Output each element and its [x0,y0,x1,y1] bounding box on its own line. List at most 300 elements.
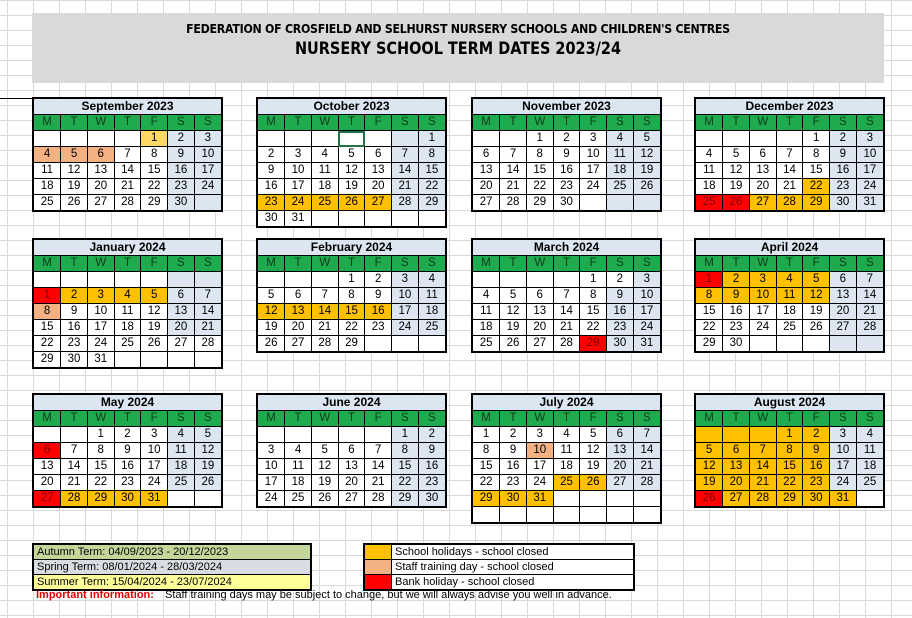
day-cell[interactable]: 28 [633,475,660,491]
day-cell[interactable]: 15 [338,304,365,320]
day-cell[interactable]: 17 [392,304,419,320]
day-cell[interactable]: 30 [723,336,750,352]
day-cell[interactable]: 20 [607,459,634,475]
day-cell[interactable]: 30 [607,336,634,352]
day-cell[interactable]: 17 [856,163,883,179]
empty-cell[interactable] [418,336,445,352]
empty-cell[interactable] [500,272,527,288]
day-cell[interactable]: 31 [87,352,114,368]
empty-cell[interactable] [141,272,168,288]
day-cell[interactable]: 21 [776,179,803,195]
empty-cell[interactable] [311,427,338,443]
day-cell[interactable]: 21 [365,475,392,491]
day-cell[interactable]: 12 [258,304,285,320]
empty-cell[interactable] [856,336,883,352]
day-cell[interactable]: 10 [258,459,285,475]
day-cell[interactable]: 17 [258,475,285,491]
term-spring[interactable]: Spring Term: 08/01/2024 - 28/03/2024 [34,560,310,575]
empty-cell[interactable] [803,336,830,352]
day-cell[interactable]: 18 [776,304,803,320]
day-cell[interactable]: 15 [803,163,830,179]
day-cell[interactable]: 29 [392,491,419,507]
day-cell[interactable]: 24 [580,179,607,195]
day-cell[interactable]: 10 [633,288,660,304]
empty-cell[interactable] [285,131,312,147]
day-cell[interactable]: 8 [526,147,553,163]
empty-cell[interactable] [365,211,392,227]
day-cell[interactable]: 4 [856,427,883,443]
day-cell[interactable]: 22 [803,179,830,195]
day-cell[interactable]: 22 [418,179,445,195]
day-cell[interactable]: 1 [803,131,830,147]
day-cell[interactable]: 25 [696,195,723,211]
day-cell[interactable]: 18 [418,304,445,320]
day-cell[interactable]: 12 [580,443,607,459]
day-cell[interactable]: 20 [723,475,750,491]
day-cell[interactable]: 6 [338,443,365,459]
day-cell[interactable]: 19 [141,320,168,336]
day-cell[interactable]: 25 [418,320,445,336]
day-cell[interactable]: 26 [500,336,527,352]
empty-cell[interactable] [338,131,365,147]
day-cell[interactable]: 17 [87,320,114,336]
day-cell[interactable]: 28 [856,320,883,336]
empty-cell[interactable] [114,272,141,288]
empty-cell[interactable] [830,336,857,352]
day-cell[interactable]: 31 [141,491,168,507]
day-cell[interactable]: 23 [723,320,750,336]
day-cell[interactable]: 6 [87,147,114,163]
day-cell[interactable]: 26 [338,195,365,211]
day-cell[interactable]: 12 [61,163,88,179]
day-cell[interactable]: 5 [500,288,527,304]
day-cell[interactable]: 8 [803,147,830,163]
day-cell[interactable]: 1 [87,427,114,443]
day-cell[interactable]: 3 [87,288,114,304]
day-cell[interactable]: 3 [830,427,857,443]
day-cell[interactable]: 3 [141,427,168,443]
day-cell[interactable]: 31 [856,195,883,211]
day-cell[interactable]: 6 [473,147,500,163]
empty-cell[interactable] [633,195,660,211]
day-cell[interactable]: 26 [258,336,285,352]
day-cell[interactable]: 6 [830,272,857,288]
day-cell[interactable]: 20 [285,320,312,336]
day-cell[interactable]: 23 [553,179,580,195]
day-cell[interactable]: 22 [141,179,168,195]
day-cell[interactable]: 16 [168,163,195,179]
day-cell[interactable]: 11 [311,163,338,179]
day-cell[interactable]: 14 [392,163,419,179]
day-cell[interactable]: 17 [194,163,221,179]
day-cell[interactable]: 22 [338,320,365,336]
empty-cell[interactable] [607,491,634,507]
day-cell[interactable]: 1 [526,131,553,147]
day-cell[interactable]: 13 [168,304,195,320]
empty-cell[interactable] [500,131,527,147]
day-cell[interactable]: 17 [285,179,312,195]
day-cell[interactable]: 3 [856,131,883,147]
day-cell[interactable]: 16 [365,304,392,320]
day-cell[interactable]: 28 [311,336,338,352]
day-cell[interactable]: 25 [776,320,803,336]
day-cell[interactable]: 9 [553,147,580,163]
day-cell[interactable]: 18 [34,179,61,195]
day-cell[interactable]: 29 [34,352,61,368]
day-cell[interactable]: 1 [34,288,61,304]
day-cell[interactable]: 23 [418,475,445,491]
day-cell[interactable]: 19 [803,304,830,320]
day-cell[interactable]: 14 [633,443,660,459]
day-cell[interactable]: 12 [194,443,221,459]
day-cell[interactable]: 1 [776,427,803,443]
empty-cell[interactable] [392,131,419,147]
day-cell[interactable]: 13 [526,304,553,320]
day-cell[interactable]: 17 [526,459,553,475]
day-cell[interactable]: 8 [473,443,500,459]
day-cell[interactable]: 14 [114,163,141,179]
day-cell[interactable]: 4 [114,288,141,304]
day-cell[interactable]: 31 [526,491,553,507]
day-cell[interactable]: 14 [500,163,527,179]
day-cell[interactable]: 28 [776,195,803,211]
day-cell[interactable]: 3 [258,443,285,459]
day-cell[interactable]: 10 [526,443,553,459]
day-cell[interactable]: 31 [830,491,857,507]
day-cell[interactable]: 27 [168,336,195,352]
day-cell[interactable]: 15 [580,304,607,320]
day-cell[interactable]: 27 [365,195,392,211]
day-cell[interactable]: 2 [258,147,285,163]
day-cell[interactable]: 10 [194,147,221,163]
day-cell[interactable]: 5 [61,147,88,163]
day-cell[interactable]: 30 [553,195,580,211]
day-cell[interactable]: 12 [141,304,168,320]
day-cell[interactable]: 22 [34,336,61,352]
day-cell[interactable]: 24 [285,195,312,211]
empty-cell[interactable] [285,272,312,288]
day-cell[interactable]: 22 [696,320,723,336]
day-cell[interactable]: 30 [168,195,195,211]
empty-cell[interactable] [580,195,607,211]
day-cell[interactable]: 17 [749,304,776,320]
day-cell[interactable]: 2 [723,272,750,288]
day-cell[interactable]: 5 [696,443,723,459]
day-cell[interactable]: 7 [500,147,527,163]
day-cell[interactable]: 20 [526,320,553,336]
day-cell[interactable]: 23 [803,475,830,491]
empty-cell[interactable] [258,272,285,288]
day-cell[interactable]: 11 [473,304,500,320]
day-cell[interactable]: 5 [338,147,365,163]
day-cell[interactable]: 23 [168,179,195,195]
legend-school-holiday[interactable] [365,545,633,560]
day-cell[interactable]: 27 [526,336,553,352]
day-cell[interactable]: 7 [114,147,141,163]
day-cell[interactable]: 11 [418,288,445,304]
day-cell[interactable]: 10 [580,147,607,163]
day-cell[interactable]: 3 [580,131,607,147]
day-cell[interactable]: 16 [500,459,527,475]
day-cell[interactable]: 28 [61,491,88,507]
day-cell[interactable]: 16 [258,179,285,195]
day-cell[interactable]: 9 [830,147,857,163]
day-cell[interactable]: 25 [34,195,61,211]
empty-cell[interactable] [749,336,776,352]
empty-cell[interactable] [194,491,221,507]
empty-cell[interactable] [749,131,776,147]
day-cell[interactable]: 10 [392,288,419,304]
day-cell[interactable]: 20 [87,179,114,195]
empty-cell[interactable] [553,507,580,523]
day-cell[interactable]: 31 [285,211,312,227]
day-cell[interactable]: 28 [114,195,141,211]
day-cell[interactable]: 13 [749,163,776,179]
empty-cell[interactable] [553,272,580,288]
empty-cell[interactable] [392,211,419,227]
day-cell[interactable]: 25 [311,195,338,211]
day-cell[interactable]: 2 [61,288,88,304]
day-cell[interactable]: 24 [830,475,857,491]
day-cell[interactable]: 29 [87,491,114,507]
day-cell[interactable]: 25 [168,475,195,491]
day-cell[interactable]: 4 [776,272,803,288]
day-cell[interactable]: 30 [500,491,527,507]
day-cell[interactable]: 4 [553,427,580,443]
day-cell[interactable]: 19 [338,179,365,195]
empty-cell[interactable] [114,352,141,368]
day-cell[interactable]: 26 [580,475,607,491]
day-cell[interactable]: 9 [803,443,830,459]
day-cell[interactable]: 15 [696,304,723,320]
day-cell[interactable]: 1 [141,131,168,147]
day-cell[interactable]: 4 [168,427,195,443]
day-cell[interactable]: 24 [194,179,221,195]
day-cell[interactable]: 26 [696,491,723,507]
day-cell[interactable]: 1 [696,272,723,288]
empty-cell[interactable] [141,352,168,368]
day-cell[interactable]: 4 [607,131,634,147]
day-cell[interactable]: 14 [311,304,338,320]
empty-cell[interactable] [61,131,88,147]
day-cell[interactable]: 7 [553,288,580,304]
empty-cell[interactable] [776,336,803,352]
day-cell[interactable]: 13 [34,459,61,475]
day-cell[interactable]: 23 [114,475,141,491]
day-cell[interactable]: 10 [856,147,883,163]
day-cell[interactable]: 15 [473,459,500,475]
day-cell[interactable]: 16 [607,304,634,320]
day-cell[interactable]: 28 [749,491,776,507]
day-cell[interactable]: 7 [749,443,776,459]
day-cell[interactable]: 9 [607,288,634,304]
day-cell[interactable]: 8 [696,288,723,304]
day-cell[interactable]: 17 [580,163,607,179]
day-cell[interactable]: 30 [258,211,285,227]
day-cell[interactable]: 14 [856,288,883,304]
empty-cell[interactable] [526,507,553,523]
day-cell[interactable]: 21 [61,475,88,491]
day-cell[interactable]: 26 [633,179,660,195]
day-cell[interactable]: 2 [500,427,527,443]
day-cell[interactable]: 13 [365,163,392,179]
day-cell[interactable]: 21 [194,320,221,336]
day-cell[interactable]: 20 [749,179,776,195]
day-cell[interactable]: 14 [365,459,392,475]
empty-cell[interactable] [856,491,883,507]
day-cell[interactable]: 19 [194,459,221,475]
day-cell[interactable]: 16 [723,304,750,320]
day-cell[interactable]: 13 [338,459,365,475]
day-cell[interactable]: 15 [418,163,445,179]
day-cell[interactable]: 5 [580,427,607,443]
empty-cell[interactable] [258,131,285,147]
empty-cell[interactable] [696,427,723,443]
day-cell[interactable]: 11 [114,304,141,320]
empty-cell[interactable] [258,427,285,443]
day-cell[interactable]: 31 [633,336,660,352]
day-cell[interactable]: 24 [633,320,660,336]
empty-cell[interactable] [365,131,392,147]
empty-cell[interactable] [61,427,88,443]
day-cell[interactable]: 21 [633,459,660,475]
empty-cell[interactable] [696,131,723,147]
day-cell[interactable]: 20 [168,320,195,336]
day-cell[interactable]: 25 [607,179,634,195]
day-cell[interactable]: 16 [61,320,88,336]
day-cell[interactable]: 30 [61,352,88,368]
empty-cell[interactable] [194,272,221,288]
day-cell[interactable]: 1 [580,272,607,288]
term-autumn[interactable]: Autumn Term: 04/09/2023 - 20/12/2023 [34,545,310,560]
day-cell[interactable]: 25 [473,336,500,352]
empty-cell[interactable] [365,336,392,352]
day-cell[interactable]: 27 [285,336,312,352]
day-cell[interactable]: 3 [526,427,553,443]
day-cell[interactable]: 27 [87,195,114,211]
empty-cell[interactable] [473,272,500,288]
day-cell[interactable]: 6 [365,147,392,163]
day-cell[interactable]: 21 [553,320,580,336]
empty-cell[interactable] [87,131,114,147]
empty-cell[interactable] [311,131,338,147]
day-cell[interactable]: 17 [141,459,168,475]
day-cell[interactable]: 8 [392,443,419,459]
day-cell[interactable]: 7 [776,147,803,163]
day-cell[interactable]: 1 [473,427,500,443]
empty-cell[interactable] [418,211,445,227]
empty-cell[interactable] [723,131,750,147]
day-cell[interactable]: 13 [723,459,750,475]
day-cell[interactable]: 5 [311,443,338,459]
day-cell[interactable]: 15 [392,459,419,475]
day-cell[interactable]: 27 [607,475,634,491]
empty-cell[interactable] [338,427,365,443]
day-cell[interactable]: 18 [856,459,883,475]
day-cell[interactable]: 24 [141,475,168,491]
day-cell[interactable]: 25 [553,475,580,491]
empty-cell[interactable] [311,211,338,227]
day-cell[interactable]: 10 [749,288,776,304]
day-cell[interactable]: 15 [776,459,803,475]
day-cell[interactable]: 29 [473,491,500,507]
day-cell[interactable]: 28 [365,491,392,507]
day-cell[interactable]: 16 [803,459,830,475]
day-cell[interactable]: 21 [856,304,883,320]
day-cell[interactable]: 20 [830,304,857,320]
day-cell[interactable]: 21 [114,179,141,195]
day-cell[interactable]: 23 [830,179,857,195]
day-cell[interactable]: 12 [338,163,365,179]
day-cell[interactable]: 12 [696,459,723,475]
day-cell[interactable]: 15 [141,163,168,179]
day-cell[interactable]: 30 [830,195,857,211]
day-cell[interactable]: 19 [633,163,660,179]
day-cell[interactable]: 24 [258,491,285,507]
empty-cell[interactable] [168,272,195,288]
day-cell[interactable]: 23 [365,320,392,336]
day-cell[interactable]: 3 [749,272,776,288]
day-cell[interactable]: 17 [633,304,660,320]
day-cell[interactable]: 27 [338,491,365,507]
day-cell[interactable]: 5 [141,288,168,304]
day-cell[interactable]: 6 [749,147,776,163]
day-cell[interactable]: 11 [168,443,195,459]
day-cell[interactable]: 20 [473,179,500,195]
day-cell[interactable]: 9 [500,443,527,459]
day-cell[interactable]: 12 [311,459,338,475]
day-cell[interactable]: 13 [607,443,634,459]
day-cell[interactable]: 18 [696,179,723,195]
day-cell[interactable]: 10 [285,163,312,179]
day-cell[interactable]: 13 [87,163,114,179]
day-cell[interactable]: 27 [749,195,776,211]
day-cell[interactable]: 20 [338,475,365,491]
day-cell[interactable]: 8 [580,288,607,304]
day-cell[interactable]: 2 [803,427,830,443]
empty-cell[interactable] [580,491,607,507]
empty-cell[interactable] [392,336,419,352]
empty-cell[interactable] [633,507,660,523]
day-cell[interactable]: 18 [285,475,312,491]
day-cell[interactable]: 11 [607,147,634,163]
day-cell[interactable]: 29 [338,336,365,352]
day-cell[interactable]: 14 [749,459,776,475]
day-cell[interactable]: 2 [114,427,141,443]
day-cell[interactable]: 26 [311,491,338,507]
day-cell[interactable]: 8 [776,443,803,459]
day-cell[interactable]: 3 [633,272,660,288]
day-cell[interactable]: 22 [392,475,419,491]
day-cell[interactable]: 24 [749,320,776,336]
day-cell[interactable]: 9 [258,163,285,179]
day-cell[interactable]: 19 [258,320,285,336]
day-cell[interactable]: 7 [194,288,221,304]
day-cell[interactable]: 9 [418,443,445,459]
day-cell[interactable]: 6 [723,443,750,459]
empty-cell[interactable] [473,507,500,523]
day-cell[interactable]: 7 [311,288,338,304]
day-cell[interactable]: 18 [473,320,500,336]
day-cell[interactable]: 8 [141,147,168,163]
day-cell[interactable]: 13 [830,288,857,304]
day-cell[interactable]: 22 [526,179,553,195]
day-cell[interactable]: 15 [34,320,61,336]
day-cell[interactable]: 2 [607,272,634,288]
day-cell[interactable]: 10 [141,443,168,459]
day-cell[interactable]: 14 [194,304,221,320]
day-cell[interactable]: 16 [553,163,580,179]
